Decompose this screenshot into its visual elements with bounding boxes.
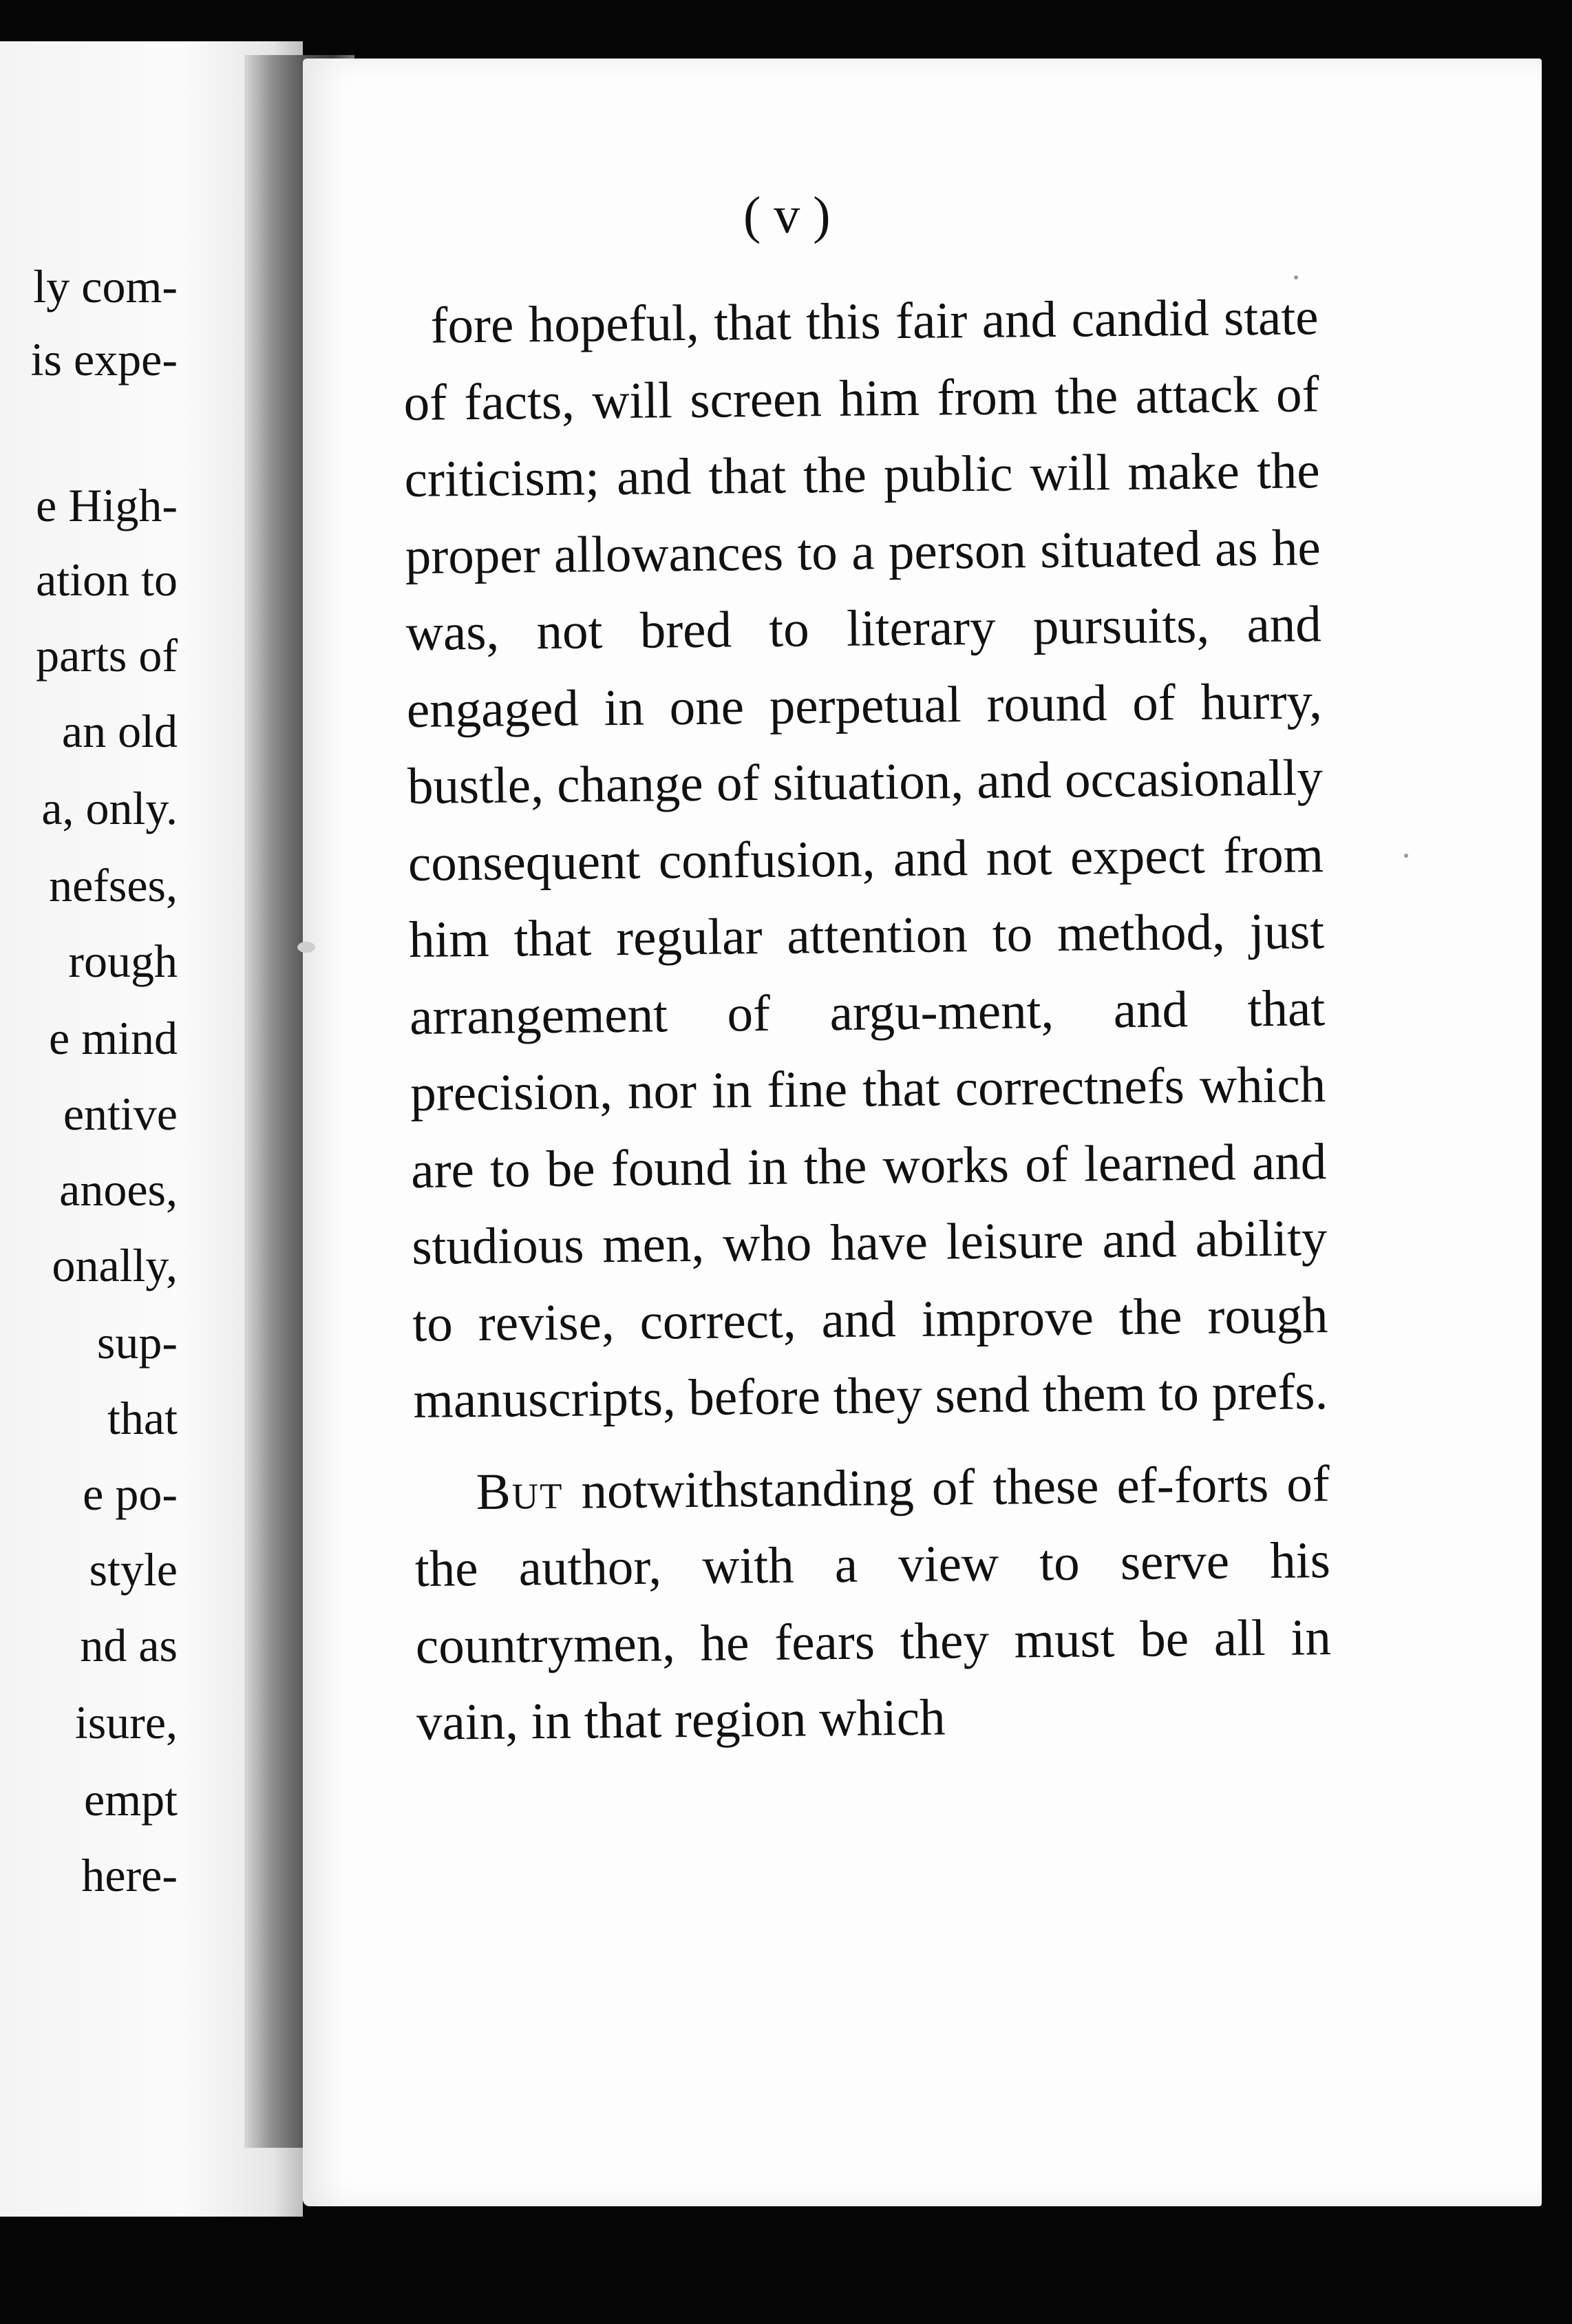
page-body-text: [403, 279, 1332, 1761]
left-page-line: anoes,: [59, 1163, 178, 1216]
paper-speck: [1294, 275, 1298, 279]
left-page-line: onally,: [52, 1239, 178, 1291]
left-page-line: that: [107, 1392, 178, 1444]
paragraph-1: fore hopeful, that this fair and candid state of facts, will screen him from the attack of criticism; and that the public will make the proper allowances to a person situated as he was, not bred to literary pursuits, and engaged in one perpetual round of hurry, bustle, change of situation, and occasionally consequent confusion, and not expect from him that regular attention to method, just arrangement of argu-ment, and that precision, nor in fine that correctnefs which are to be found in the works of learned and studious men, who have leisure and ability to revise, correct, and improve the rough manuscripts, before they send them to prefs.: [403, 288, 1328, 1429]
left-page-line: an old: [61, 705, 178, 757]
paper-speck: [297, 942, 315, 953]
left-page-line: isure,: [74, 1696, 178, 1749]
left-page-line: parts of: [36, 629, 178, 682]
paragraph-2: [414, 1446, 1332, 1762]
left-page-line: sup-: [96, 1316, 178, 1369]
left-page-line: nefses,: [49, 859, 178, 911]
paragraph-2-text: notwithstanding of these ef-forts of the author, with a view to serve his countrymen, he fears they must be all in vain, in that region which: [414, 1455, 1332, 1751]
left-page-line: rough: [68, 935, 178, 987]
left-page-line: style: [89, 1543, 178, 1596]
left-page-line: ation to: [36, 553, 178, 606]
left-page-line: is expe-: [30, 333, 178, 385]
paper-speck: [1404, 854, 1408, 858]
left-page-line: e po-: [83, 1468, 178, 1520]
left-page-line: empt: [84, 1773, 178, 1826]
left-page-line: nd as: [80, 1619, 178, 1671]
left-page-line: e High-: [36, 479, 178, 531]
left-page-line: entive: [63, 1088, 178, 1140]
left-page-line: e mind: [49, 1012, 178, 1064]
paragraph-2-lead-word: But: [476, 1462, 564, 1521]
left-page-line: ly com-: [33, 260, 178, 313]
left-page-line: a, only.: [41, 782, 178, 834]
left-page-line: here-: [81, 1849, 178, 1901]
page-number-header: ( v ): [743, 187, 831, 244]
